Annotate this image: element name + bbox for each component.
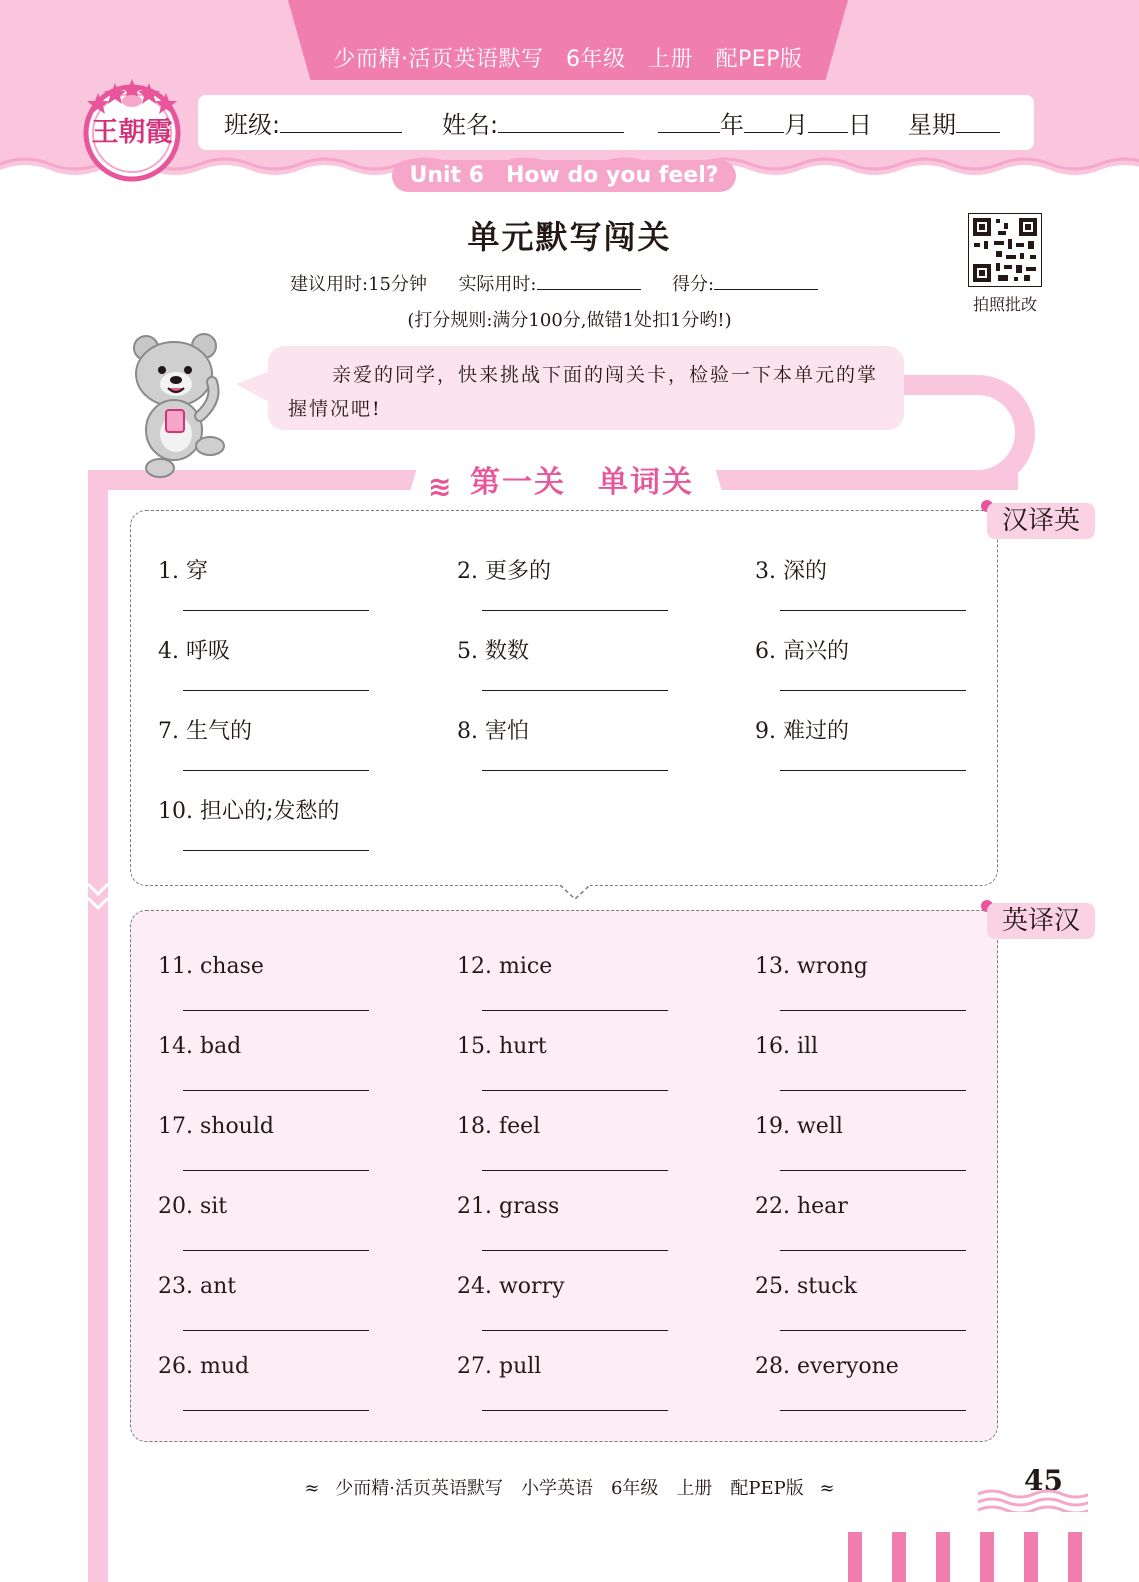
chinese-to-english-panel: [130, 510, 998, 886]
page-number: 45: [1024, 1464, 1063, 1497]
score-field[interactable]: 得分:: [672, 274, 818, 295]
weekday-field[interactable]: 星期: [908, 105, 1000, 140]
decor-stripe: [1068, 1532, 1082, 1582]
page-title: 单元默写闯关: [467, 218, 672, 256]
answer-blank[interactable]: [183, 1170, 369, 1171]
class-field[interactable]: 班级:: [224, 105, 402, 140]
answer-blank[interactable]: [183, 1090, 369, 1091]
unit-title: Unit 6 How do you feel?: [392, 160, 736, 192]
footer-wave-icon: [978, 1488, 1088, 1512]
speech-bubble-tail: [236, 370, 272, 404]
answer-blank[interactable]: [482, 1250, 668, 1251]
answer-blank[interactable]: [183, 1010, 369, 1011]
answer-blank[interactable]: [482, 1170, 668, 1171]
time-score-line: [290, 270, 818, 296]
answer-blank[interactable]: [482, 770, 668, 771]
answer-blank[interactable]: [780, 1330, 966, 1331]
decor-stripe: [1024, 1532, 1038, 1582]
chinese-word-prompt: 3. 深的: [755, 559, 827, 584]
answer-blank[interactable]: [780, 1410, 966, 1411]
english-word-prompt: 27. pull: [457, 1354, 542, 1379]
answer-blank[interactable]: [482, 690, 668, 691]
answer-blank[interactable]: [183, 770, 369, 771]
english-word-prompt: 22. hear: [755, 1194, 848, 1219]
answer-blank[interactable]: [183, 1250, 369, 1251]
bubble-text: 亲爱的同学，快来挑战下面的闯关卡，检验一下本单元的掌握情况吧!: [288, 364, 879, 420]
answer-blank[interactable]: [183, 690, 369, 691]
answer-blank[interactable]: [482, 1010, 668, 1011]
decor-stripe: [848, 1532, 862, 1582]
english-word-prompt: 14. bad: [158, 1034, 242, 1059]
english-word-prompt: 25. stuck: [755, 1274, 857, 1299]
english-word-prompt: 17. should: [158, 1114, 274, 1139]
level-title: 第一关 单词关: [470, 465, 694, 500]
english-word-prompt: 11. chase: [158, 954, 264, 979]
chinese-word-prompt: 6. 高兴的: [755, 639, 849, 664]
answer-blank[interactable]: [780, 690, 966, 691]
answer-blank[interactable]: [183, 610, 369, 611]
answer-blank[interactable]: [482, 1090, 668, 1091]
section-tag-en: 英译汉: [987, 903, 1095, 939]
qr-code-icon[interactable]: [968, 213, 1042, 287]
actual-time-field[interactable]: 实际用时:: [458, 274, 640, 295]
series-title: 少而精·活页英语默写 6年级 上册 配PEP版: [333, 47, 803, 72]
answer-blank[interactable]: [780, 1170, 966, 1171]
suggested-time: 建议用时:15分钟: [290, 274, 427, 295]
student-info-bar: [198, 95, 1034, 150]
decor-stripe: [936, 1532, 950, 1582]
chinese-word-prompt: 4. 呼吸: [158, 639, 230, 664]
chinese-word-prompt: 9. 难过的: [755, 719, 849, 744]
answer-blank[interactable]: [183, 1330, 369, 1331]
english-word-prompt: 24. worry: [457, 1274, 565, 1299]
wave-icon: ≋: [428, 470, 452, 503]
english-word-prompt: 19. well: [755, 1114, 843, 1139]
bear-mascot-icon: [126, 330, 236, 480]
decor-stripe: [980, 1532, 994, 1582]
left-rail: [88, 470, 108, 1582]
answer-blank[interactable]: [183, 1410, 369, 1411]
answer-blank[interactable]: [482, 1410, 668, 1411]
date-field[interactable]: 年 月 日: [658, 105, 872, 140]
english-word-prompt: 23. ant: [158, 1274, 237, 1299]
decor-stripe: [892, 1532, 906, 1582]
english-word-prompt: 28. everyone: [755, 1354, 899, 1379]
chinese-word-prompt: 10. 担心的;发愁的: [158, 799, 340, 824]
answer-blank[interactable]: [482, 610, 668, 611]
name-field[interactable]: 姓名:: [442, 105, 624, 140]
footer-text: ≈ 少而精·活页英语默写 小学英语 6年级 上册 配PEP版 ≈: [304, 1478, 835, 1499]
answer-blank[interactable]: [780, 1250, 966, 1251]
english-word-prompt: 26. mud: [158, 1354, 250, 1379]
qr-label: 拍照批改: [972, 295, 1037, 314]
answer-blank[interactable]: [780, 610, 966, 611]
english-word-prompt: 13. wrong: [755, 954, 868, 979]
english-word-prompt: 12. mice: [457, 954, 553, 979]
answer-blank[interactable]: [780, 1090, 966, 1091]
answer-blank[interactable]: [780, 1010, 966, 1011]
english-word-prompt: 15. hurt: [457, 1034, 547, 1059]
logo-text: 王朝霞: [91, 117, 173, 148]
chinese-word-prompt: 8. 害怕: [457, 719, 529, 744]
english-word-prompt: 20. sit: [158, 1194, 228, 1219]
answer-blank[interactable]: [780, 770, 966, 771]
chinese-word-prompt: 1. 穿: [158, 559, 208, 584]
chinese-word-prompt: 7. 生气的: [158, 719, 252, 744]
answer-blank[interactable]: [183, 850, 369, 851]
english-word-prompt: 16. ill: [755, 1034, 819, 1059]
english-word-prompt: 21. grass: [457, 1194, 560, 1219]
section-tag-cn: 汉译英: [987, 503, 1095, 539]
chinese-word-prompt: 2. 更多的: [457, 559, 551, 584]
answer-blank[interactable]: [482, 1330, 668, 1331]
side-chevron-icon: [86, 880, 110, 920]
scoring-rule: (打分规则:满分100分,做错1处扣1分哟!): [407, 310, 732, 331]
chinese-word-prompt: 5. 数数: [457, 639, 529, 664]
english-word-prompt: 18. feel: [457, 1114, 541, 1139]
